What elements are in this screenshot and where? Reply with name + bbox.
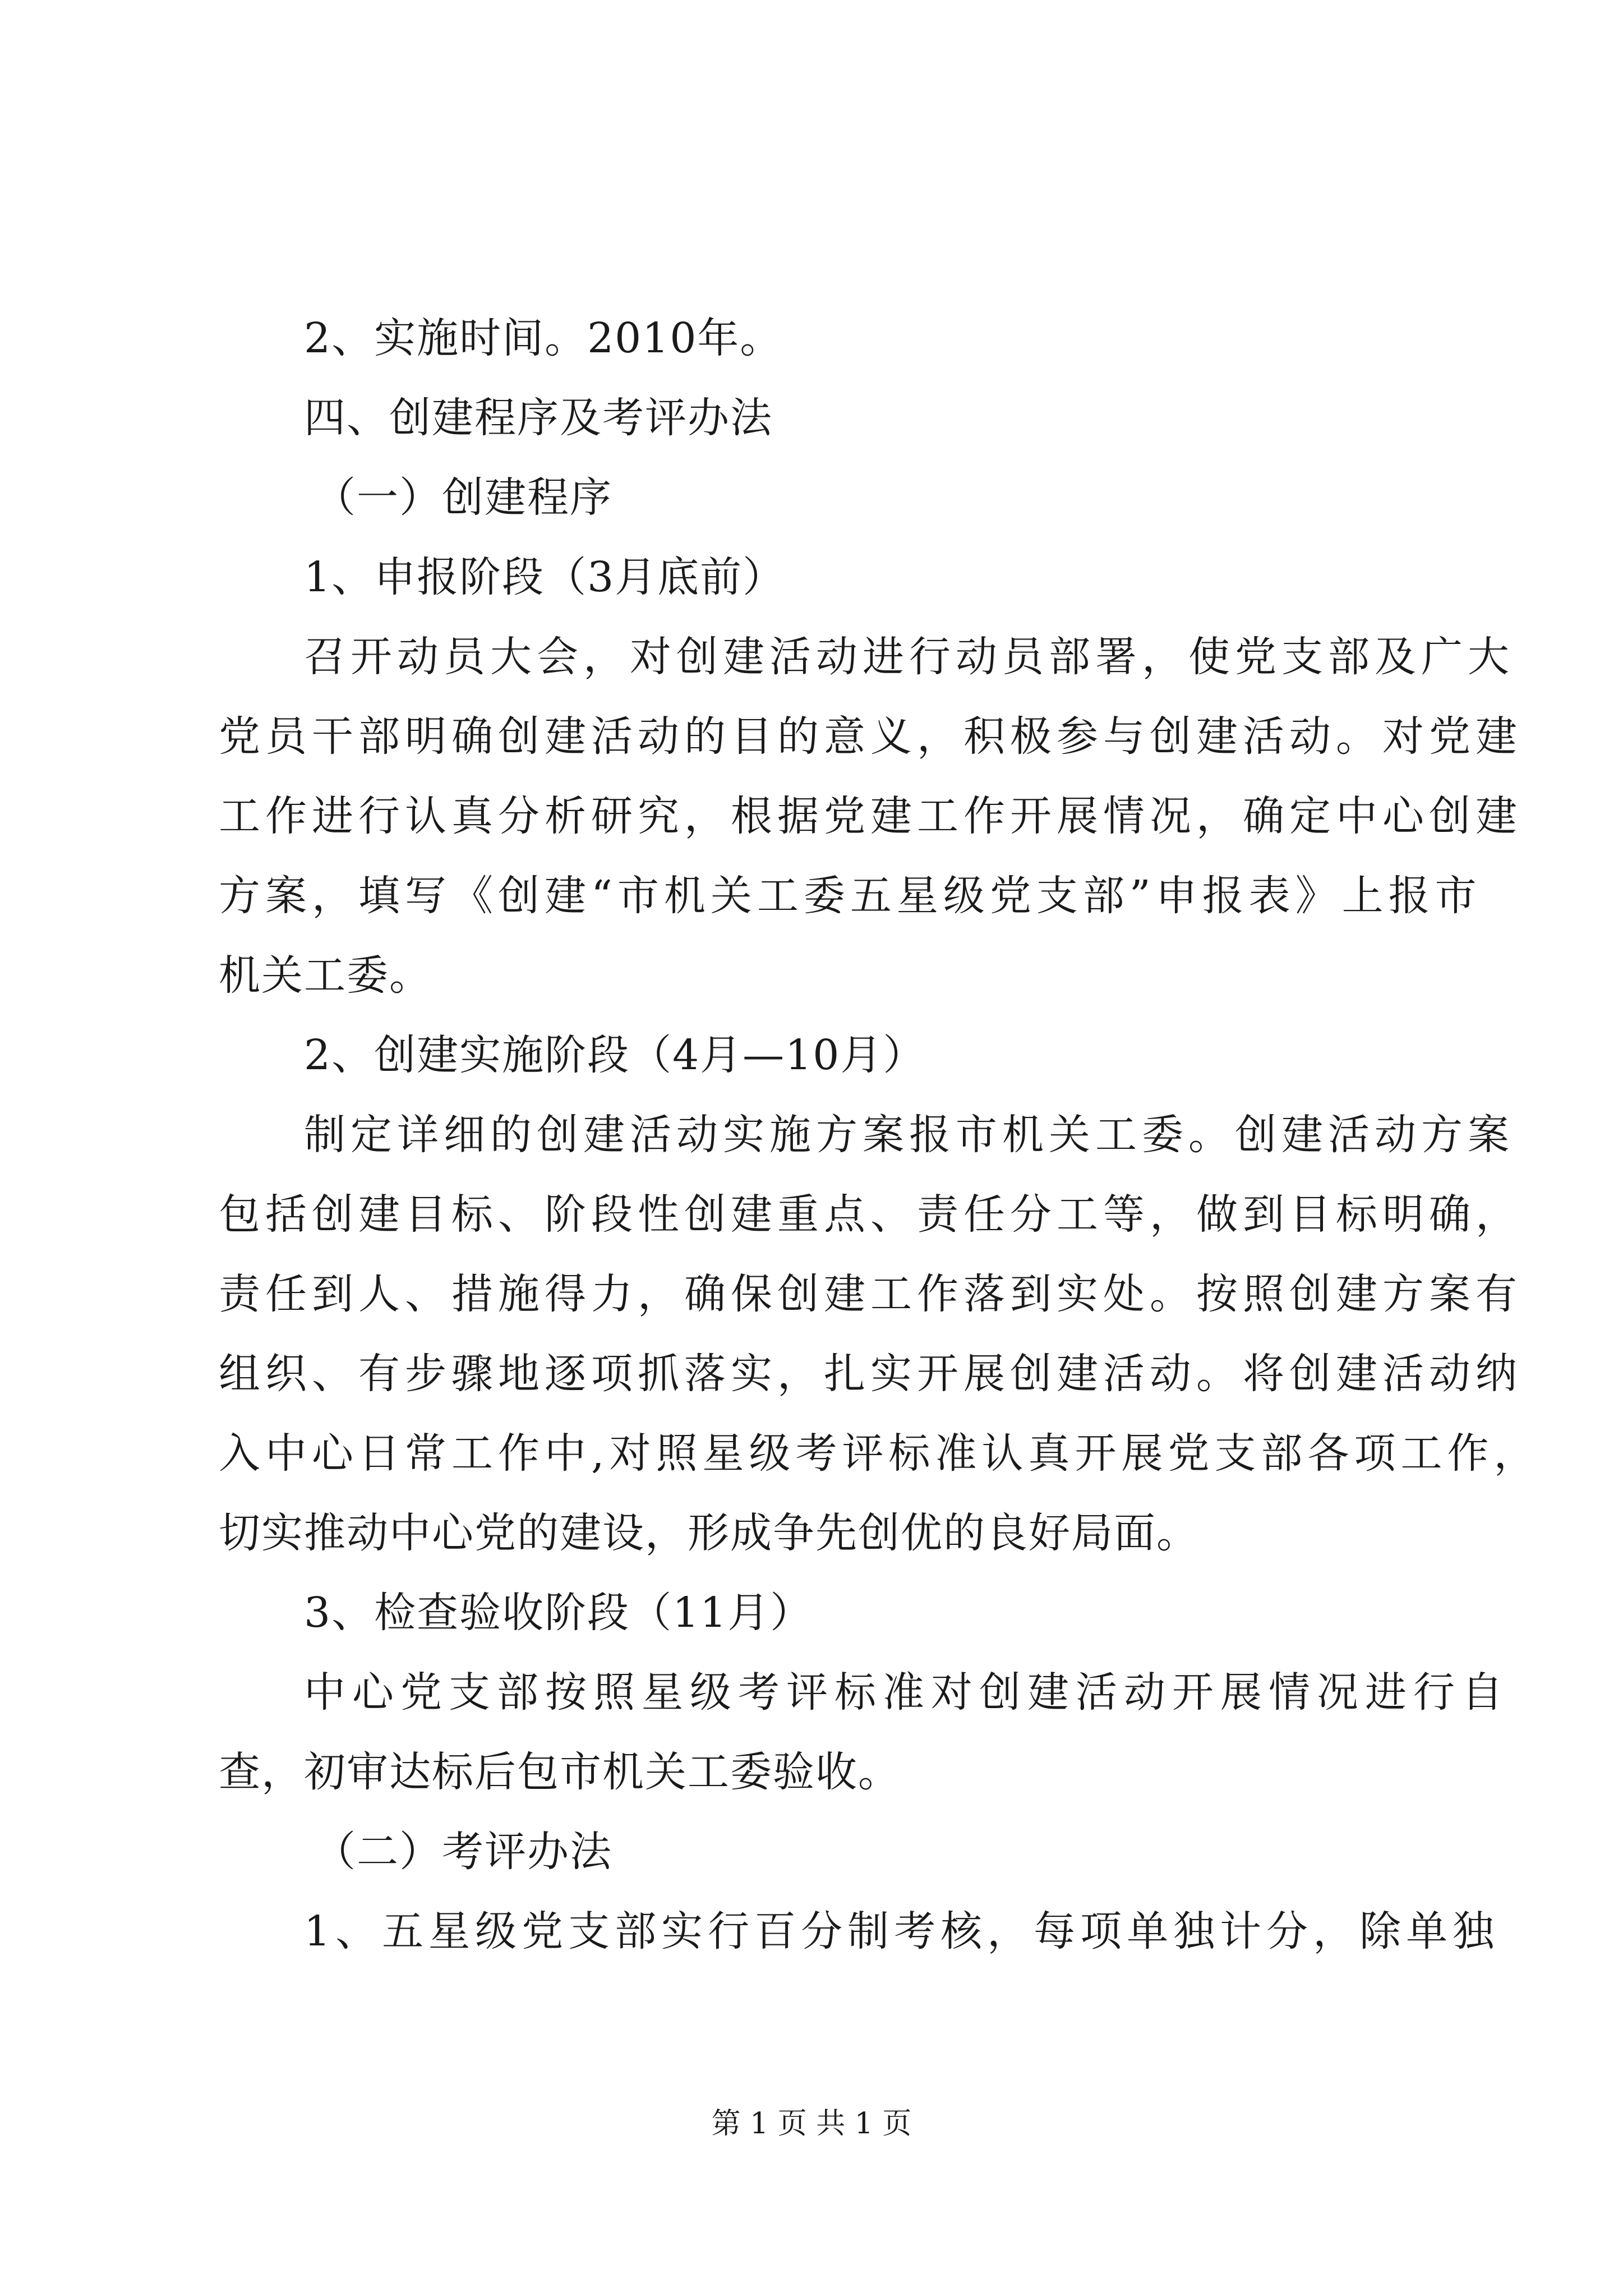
paragraph-line: 责任到人、措施得力，确保创建工作落到实处。按照创建方案有: [219, 1270, 1522, 1318]
paragraph-line: 切实推动中心党的建设，形成争先创优的良好局面。: [219, 1509, 1199, 1557]
paragraph-line: 党员干部明确创建活动的目的意义，积极参与创建活动。对党建: [219, 712, 1522, 761]
subsection-one-heading: （一）创建程序: [314, 473, 612, 522]
paragraph-line: 组织、有步骤地逐项抓落实，扎实开展创建活动。将创建活动纳: [219, 1350, 1522, 1398]
paragraph-line: 机关工委。: [219, 951, 432, 1000]
paragraph-line: 中心党支部按照星级考评标准对创建活动开展情况进行自: [304, 1668, 1510, 1717]
paragraph-line: 查，初审达标后包市机关工委验收。: [219, 1748, 901, 1796]
subsection-two-heading: （二）考评办法: [314, 1828, 612, 1876]
paragraph-line: 包括创建目标、阶段性创建重点、责任分工等，做到目标明确，: [219, 1190, 1522, 1239]
stage-three-heading: 3、检查验收阶段（11月）: [304, 1589, 813, 1637]
paragraph-line: 1、五星级党支部实行百分制考核，每项单独计分，除单独: [304, 1907, 1500, 1955]
paragraph-line: 入中心日常工作中,对照星级考评标准认真开展党支部各项工作，: [219, 1429, 1541, 1478]
paragraph-line: 召开动员大会，对创建活动进行动员部署，使党支部及广大: [304, 633, 1514, 681]
stage-two-heading: 2、创建实施阶段（4月—10月）: [304, 1031, 926, 1079]
section-four-heading: 四、创建程序及考评办法: [304, 394, 773, 442]
implementation-time-line: 2、实施时间。2010年。: [304, 314, 783, 362]
stage-one-heading: 1、申报阶段（3月底前）: [304, 553, 786, 601]
paragraph-line: 制定详细的创建活动实施方案报市机关工委。创建活动方案: [304, 1111, 1514, 1159]
page-footer: 第 1 页 共 1 页: [711, 2107, 912, 2141]
paragraph-line: 方案，填写《创建“市机关工委五星级党支部”申报表》上报市: [219, 872, 1482, 920]
paragraph-line: 工作进行认真分析研究，根据党建工作开展情况，确定中心创建: [219, 792, 1522, 840]
